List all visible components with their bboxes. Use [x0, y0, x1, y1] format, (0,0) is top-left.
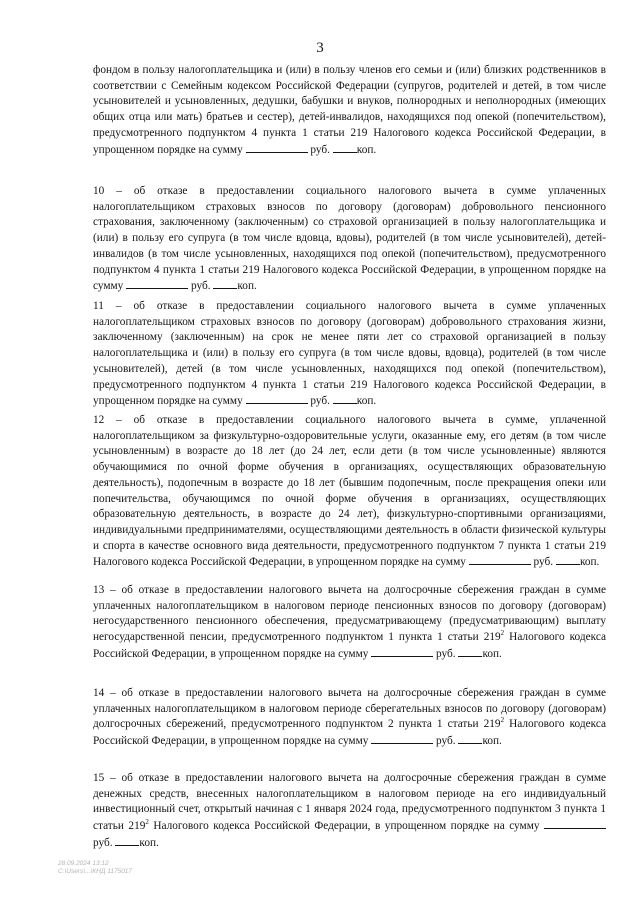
kop-label: коп.	[579, 556, 600, 569]
paragraph-12	[93, 413, 606, 571]
amount-rub-blank	[544, 818, 606, 829]
paragraph-text: 11 – об отказе в предоставлении социального налогового вычета в сумме уплаченных налогоплательщиком страховых взносов по договору (договорам) добровольного страхования жизни, заключенному (заключенным) на срок не менее пяти лет со страховой организацией в пользу налогоплательщика и (или) в пользу его супруга (в том числе вдовы, вдовца), родителей (в том числе усыновителей), детей (в том числе усыновленных, находящихся под опекой (попечительством), предусмотренного подпунктом 4 пункта 1 статьи 219 Налогового кодекса Российской Федерации, в упрощенном порядке на сумму	[93, 300, 606, 408]
amount-kop-blank	[333, 142, 357, 153]
superscript: 2	[500, 629, 505, 638]
kop-label: коп.	[237, 280, 257, 293]
paragraph-15	[93, 771, 606, 852]
amount-kop-blank	[115, 835, 139, 846]
kop-label: коп.	[356, 395, 377, 408]
kop-label: коп.	[139, 836, 159, 849]
superscript: 2	[500, 716, 505, 725]
amount-kop-blank	[556, 554, 580, 565]
amount-rub-blank	[126, 278, 188, 289]
amount-rub-blank	[469, 554, 531, 565]
rub-label: руб.	[310, 395, 330, 408]
amount-kop-blank	[213, 278, 237, 289]
paragraph-13	[93, 583, 606, 663]
paragraph-11	[93, 299, 606, 410]
paragraph-text: 15 – об отказе в предоставлении налогового вычета на долгосрочные сбережения граждан в сумме денежных средств, внесенных налогоплательщиком в налоговом периоде на его индивидуальный инвестиционный счет, открытый начиная с 1 января 2024 года, предусмотренного подпунктом 3 пункта 1 статьи 219	[93, 772, 606, 833]
footer-stamp	[58, 860, 132, 876]
kop-label: коп.	[482, 647, 502, 660]
paragraph-text: 10 – об отказе в предоставлении социального налогового вычета в сумме уплаченных налогоплательщиком страховых взносов по договору (договорам) добровольного пенсионного страхования, заключенному (заключенным) со страховой организацией в пользу налогоплательщика и (или) в пользу его супруга (в том числе вдовца, вдовы), родителей (в том числе усыновителей), детей-инвалидов (в том числе усыновленных, находящихся под опекой (попечительством), предусмотренного подпунктом 4 пункта 1 статьи 219 Налогового кодекса Российской Федерации, в упрощенном порядке на сумму	[93, 185, 606, 293]
paragraph-text: 14 – об отказе в предоставлении налогового вычета на долгосрочные сбережения граждан в сумме уплаченных налогоплательщиком в налоговом периоде сберегательных взносов по договору (договорам) долгосрочных сбережений, предусмотренного подпунктом 2 пункта 1 статьи 219	[93, 687, 606, 731]
rub-label: руб.	[190, 280, 211, 293]
rub-label: руб.	[436, 647, 456, 660]
rub-label: руб.	[436, 735, 456, 748]
paragraph-text-end: Налогового кодекса Российской Федерации, в упрощенном порядке на сумму	[93, 718, 606, 748]
rub-label: руб.	[93, 836, 113, 849]
amount-rub-blank	[371, 646, 433, 657]
paragraph-text: 12 – об отказе в предоставлении социального налогового вычета в сумме, уплаченной налогоплательщиком за физкультурно-оздоровительные услуги, оказанные ему, его детям (в том числе усыновленным) в возрасте до 18 лет (до 24 лет, если дети (в том числе усыновленные) являются обучающимися по очной форме обучения в организациях, осуществляющих образовательную деятельность), подопечным в возрасте до 18 лет (бывшим подопечным, после прекращения опеки или попечительства, обучающимся по очной форме обучения в организациях, осуществляющих образовательную деятельность, в возрасте до 24 лет), физкультурно-спортивными организациями, индивидуальными предпринимателями, осуществляющими деятельность в области физической культуры и спорта в качестве основного вида деятельности, предусмотренного подпунктом 7 пункта 1 статьи 219 Налогового кодекса Российской Федерации, в упрощенном порядке на сумму	[93, 414, 606, 569]
page-number: 3	[316, 40, 324, 56]
footer-stamp-line: С:\Users\...\КНД 1175017	[58, 868, 133, 875]
amount-rub-blank	[246, 393, 308, 404]
paragraph-continuation	[93, 63, 606, 158]
superscript: 2	[145, 818, 149, 827]
paragraph-text: 13 – об отказе в предоставлении налогового вычета на долгосрочные сбережения граждан в сумме уплаченных налогоплательщиком в налоговом периоде пенсионных взносов по договору (договорам) негосударственного пенсионного обеспечения, предусматривающему (предусматривающим) выплату негосударственной пенсии, предусмотренного подпунктом 1 пункта 1 статьи 219	[93, 584, 606, 644]
paragraph-text-end: Налогового кодекса Российской Федерации, в упрощенном порядке на сумму	[93, 631, 606, 660]
amount-rub-blank	[371, 733, 433, 744]
amount-kop-blank	[333, 393, 357, 404]
amount-kop-blank	[458, 646, 482, 657]
rub-label: руб.	[533, 556, 554, 569]
amount-rub-blank	[246, 142, 308, 153]
paragraph-text: фондом в пользу налогоплательщика и (или) в пользу членов его семьи и (или) близких родственников в соответствии с Семейным кодексом Российской Федерации (супругов, родителей и детей, в том числе усыновителей и усыновленных, дедушки, бабушки и внуков, полнородных и неполнородных (имеющих общих отца или мать) братьев и сестер), детей-инвалидов, находящихся под опекой (попечительством), предусмотренного подпунктом 4 пункта 1 статьи 219 Налогового кодекса Российской Федерации, в упрощенном порядке на сумму	[93, 64, 606, 156]
paragraph-14	[93, 686, 606, 750]
paragraph-10	[93, 184, 606, 295]
footer-stamp-line: 28.09.2024 13:12	[58, 860, 109, 867]
kop-label: коп.	[482, 735, 502, 748]
rub-label: руб.	[310, 143, 330, 156]
kop-label: коп.	[356, 143, 377, 156]
paragraph-text-end: Налогового кодекса Российской Федерации, в упрощенном порядке на сумму	[148, 820, 540, 833]
amount-kop-blank	[458, 733, 482, 744]
